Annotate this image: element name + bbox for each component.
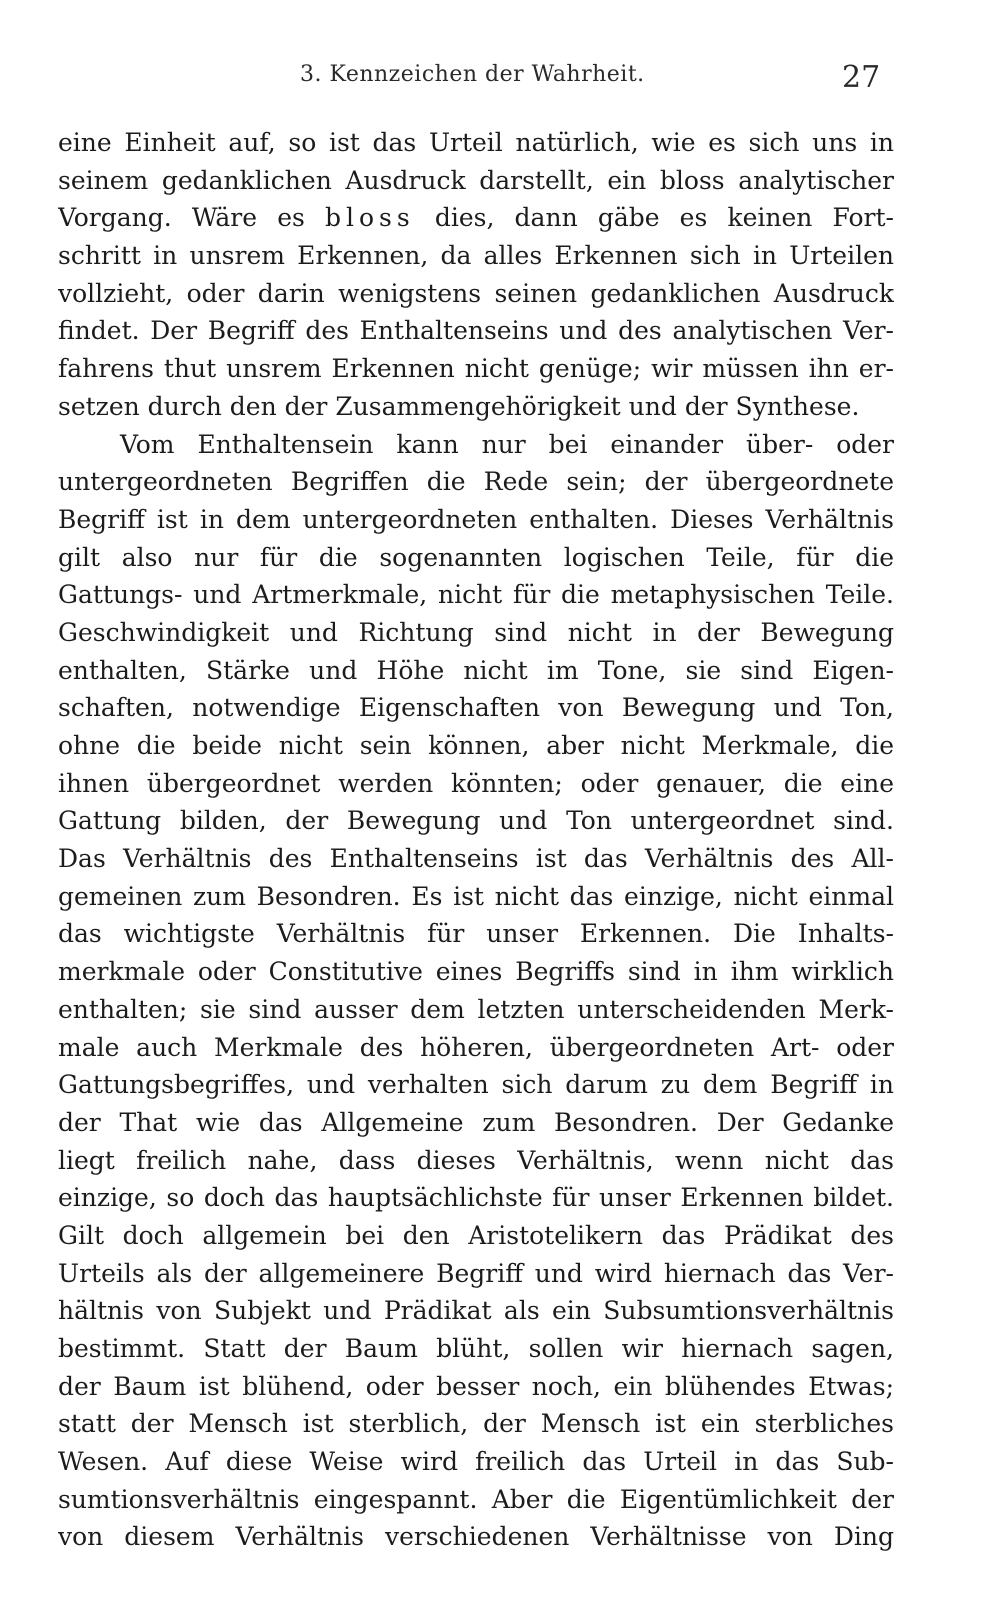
page-number: 27 xyxy=(842,60,881,95)
text-line: von diesem Verhältnis verschiedenen Verhältnisse von Ding xyxy=(58,1522,894,1552)
text-line: untergeordneten Begriffen die Rede sein; der übergeordnete xyxy=(58,467,894,497)
text-line: Gattungsbegriffes, und verhalten sich darum zu dem Begriff in xyxy=(58,1070,894,1100)
text-segment: Vorgang. Wäre es xyxy=(58,203,325,233)
paragraph-first-line: Vom Enthaltensein kann nur bei einander über- oder xyxy=(120,429,894,459)
text-line: sumtionsverhältnis eingespannt. Aber die Eigentümlichkeit der xyxy=(58,1484,894,1514)
text-line: findet. Der Begriff des Enthaltenseins und des analytischen Ver- xyxy=(58,316,894,346)
text-line: Gattungs- und Artmerkmale, nicht für die metaphysischen Teile. xyxy=(58,580,894,610)
text-line: der That wie das Allgemeine zum Besondren. Der Gedanke xyxy=(58,1107,894,1137)
text-line xyxy=(58,199,894,237)
text-line: hältnis von Subjekt und Prädikat als ein Subsumtionsverhältnis xyxy=(58,1296,894,1326)
text-line: bestimmt. Statt der Baum blüht, sollen wir hiernach sagen, xyxy=(58,1334,894,1363)
text-line: Wesen. Auf diese Weise wird freilich das Urteil in das Sub- xyxy=(58,1447,894,1477)
text-line: Geschwindigkeit und Richtung sind nicht in der Bewegung xyxy=(58,617,894,647)
text-line: Gattung bilden, der Bewegung und Ton untergeordnet sind. xyxy=(58,806,894,836)
body-text xyxy=(58,124,894,1556)
text-line: setzen durch den der Zusammengehörigkeit und der Synthese. xyxy=(58,391,860,421)
text-line: einzige, so doch das hauptsächlichste für unser Erkennen bildet. xyxy=(58,1183,894,1213)
text-line: ohne die beide nicht sein können, aber nicht Merkmale, die xyxy=(58,731,894,760)
text-line: eine Einheit auf, so ist das Urteil natürlich, wie es sich uns in xyxy=(58,128,894,157)
text-line: gemeinen zum Besondren. Es ist nicht das einzige, nicht einmal xyxy=(58,881,894,911)
emphasized-word: bloss xyxy=(324,203,415,233)
text-line: gilt also nur für die sogenannten logischen Teile, für die xyxy=(58,542,894,572)
text-line: Urteils als der allgemeinere Begriff und wird hiernach das Ver- xyxy=(58,1258,894,1288)
text-line: enthalten, Stärke und Höhe nicht im Tone, sie sind Eigen- xyxy=(58,655,894,685)
text-segment: dies, dann gäbe es keinen Fort- xyxy=(414,203,894,233)
text-line: der Baum ist blühend, oder besser noch, ein blühendes Etwas; xyxy=(58,1371,894,1401)
text-line: seinem gedanklichen Ausdruck darstellt, ein bloss analytischer xyxy=(58,165,894,195)
text-line: Das Verhältnis des Enthaltenseins ist das Verhältnis des All- xyxy=(58,844,894,874)
text-line: Gilt doch allgemein bei den Aristotelikern das Prädikat des xyxy=(58,1220,894,1250)
text-line: statt der Mensch ist sterblich, der Mensch ist ein sterbliches xyxy=(58,1409,894,1439)
text-line: male auch Merkmale des höheren, übergeordneten Art- oder xyxy=(58,1032,894,1062)
text-line: schaften, notwendige Eigenschaften von Bewegung und Ton, xyxy=(58,693,894,723)
text-line: Begriff ist in dem untergeordneten enthalten. Dieses Verhältnis xyxy=(58,504,894,534)
text-line: merkmale oder Constitutive eines Begriffs sind in ihm wirklich xyxy=(58,957,894,987)
text-line: das wichtigste Verhältnis für unser Erkennen. Die Inhalts- xyxy=(58,919,894,949)
text-line: liegt freilich nahe, dass dieses Verhältnis, wenn nicht das xyxy=(58,1145,894,1175)
text-line: ihnen übergeordnet werden könnten; oder genauer, die eine xyxy=(58,768,894,798)
text-line: schritt in unsrem Erkennen, da alles Erkennen sich in Urteilen xyxy=(58,241,894,271)
running-head: 3. Kennzeichen der Wahrheit. xyxy=(300,62,645,87)
text-line: enthalten; sie sind ausser dem letzten unterscheidenden Merk- xyxy=(58,994,894,1024)
text-line: fahrens thut unsrem Erkennen nicht genüge; wir müssen ihn er- xyxy=(58,354,894,384)
text-line: vollzieht, oder darin wenigstens seinen gedanklichen Ausdruck xyxy=(58,278,894,308)
